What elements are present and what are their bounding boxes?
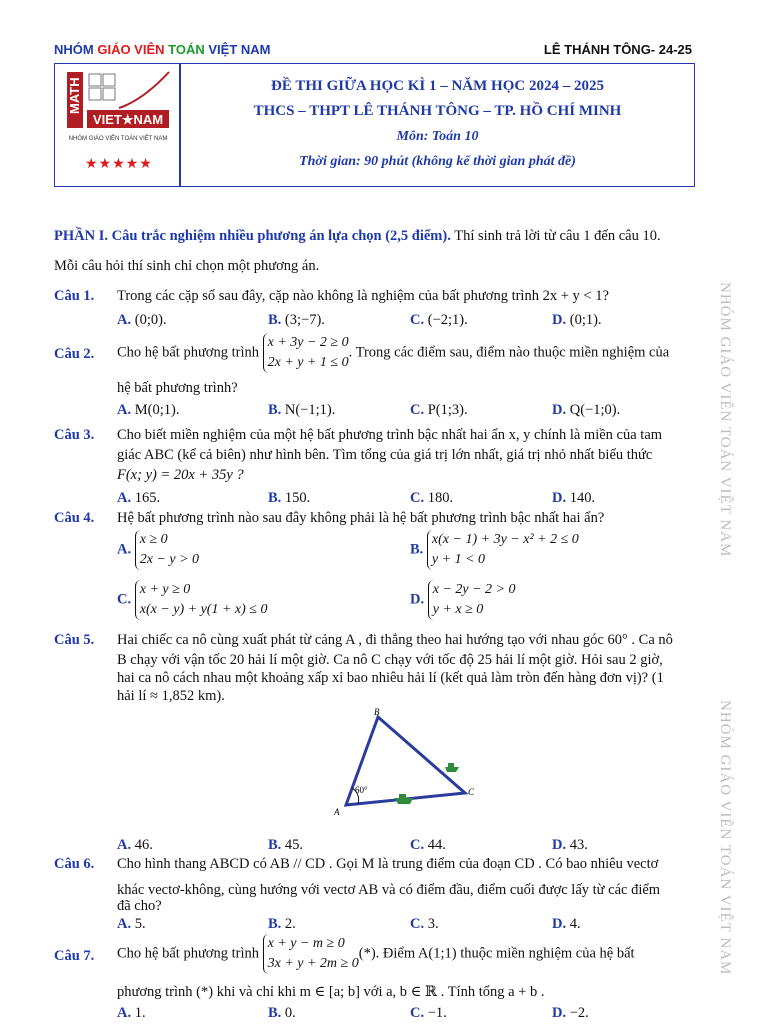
inequality: 2x + y + 1 ≤ 0 (267, 355, 349, 370)
option-letter: B. (268, 1005, 282, 1021)
option-text: (3;−7). (284, 312, 325, 328)
option-letter: B. (268, 837, 282, 853)
inequality-system (428, 580, 516, 620)
option-text: 150. (284, 490, 311, 506)
q6-option-b[interactable] (268, 914, 296, 934)
header-text: VIỆT NAM (208, 42, 271, 57)
q3-option-b[interactable] (268, 488, 310, 508)
question-3-line2: giác ABC (kể cả biên) như hình bên. Tìm tổng của giá trị lớn nhất, giá trị nhỏ nhất biểu thức (117, 447, 653, 463)
triangle-figure (320, 705, 490, 820)
header-text: TOÁN (168, 42, 209, 57)
inequality: y + 1 < 0 (431, 552, 486, 567)
question-label: Câu 5. (54, 632, 95, 648)
question-7 (54, 946, 94, 966)
option-letter: C. (410, 490, 425, 506)
q7-option-b[interactable] (268, 1003, 296, 1023)
inequality: y + x ≥ 0 (432, 602, 484, 617)
rating-stars: ★★★★★ (85, 156, 153, 172)
question-4-text: Hệ bất phương trình nào sau đây không phải là hệ bất phương trình bậc nhất hai ẩn? (117, 510, 605, 526)
question-5-line2: B chạy với vận tốc 20 hải lí một giờ. Ca nô C chạy với tốc độ 25 hải lí một giờ. Hỏi sau 2 giờ, (117, 652, 663, 668)
question-label: Câu 7. (54, 948, 95, 964)
option-text: N(−1;1). (284, 402, 336, 418)
q1-option-b[interactable] (268, 310, 325, 330)
inequality-system (263, 333, 349, 373)
option-letter: B. (268, 312, 282, 328)
question-2-text (117, 333, 669, 373)
question-label: Câu 4. (54, 510, 95, 526)
option-text: M(0;1). (134, 402, 180, 418)
question-label: Câu 1. (54, 288, 95, 304)
inequality: 2x − y > 0 (139, 552, 200, 567)
q2-option-a[interactable] (117, 400, 179, 420)
option-text: 2. (284, 916, 296, 932)
inequality: 3x + y + 2m ≥ 0 (267, 956, 359, 971)
inequality: x + y − m ≥ 0 (267, 936, 345, 951)
inequality-system (263, 934, 359, 974)
q3-option-c[interactable] (410, 488, 453, 508)
inequality: x − 2y − 2 > 0 (432, 582, 516, 597)
boat-icon (445, 763, 459, 772)
header-left (54, 42, 270, 57)
option-text: Q(−1;0). (569, 402, 621, 418)
header-text: GIÁO VIÊN (97, 42, 169, 57)
part1-instructions: Thí sinh trả lời từ câu 1 đến câu 10. (450, 228, 661, 244)
header-text: NHÓM (54, 42, 98, 57)
option-text: 45. (284, 837, 304, 853)
q4-option-c[interactable] (117, 580, 267, 620)
subject: Môn: Toán 10 (396, 129, 479, 144)
q4-option-a[interactable] (117, 530, 199, 570)
duration: Thời gian: 90 phút (không kể thời gian phát đề) (299, 154, 576, 169)
option-text: 140. (569, 490, 596, 506)
question-6 (54, 854, 94, 874)
option-text: 5. (134, 916, 146, 932)
q3-option-a[interactable] (117, 488, 160, 508)
option-text: 43. (569, 837, 588, 853)
option-text: 180. (427, 490, 454, 506)
watermark: NHÓM GIÁO VIÊN TOÁN VIỆT NAM (717, 282, 733, 558)
option-text: −1. (427, 1005, 447, 1021)
question-7-line2: phương trình (*) khi và chỉ khi m ∈ [a; b] với a, b ∈ ℝ . Tính tổng a + b . (117, 984, 545, 1000)
vertex-c-label: C (468, 787, 475, 797)
option-letter: A. (117, 837, 132, 853)
option-text: 44. (427, 837, 446, 853)
inequality: x(x − y) + y(1 + x) ≤ 0 (139, 602, 268, 617)
option-letter: C. (410, 402, 425, 418)
option-text: (−2;1). (427, 312, 468, 328)
title-box (54, 63, 695, 187)
inequality: x + y ≥ 0 (139, 582, 191, 597)
option-letter: B. (268, 916, 282, 932)
option-letter: C. (410, 837, 425, 853)
logo (63, 70, 173, 152)
option-letter: D. (552, 1005, 567, 1021)
question-5-line1: Hai chiếc ca nô cùng xuất phát từ cảng A , đi thẳng theo hai hướng tạo với nhau góc 60° . Ca nô (117, 632, 673, 648)
question-5-line3: hai ca nô cách nhau một khoảng xấp xỉ bao nhiêu hải lí (kết quả làm tròn đến hàng đơn vị)? (1 (117, 670, 664, 686)
option-text: P(1;3). (427, 402, 468, 418)
question-7-text (117, 934, 635, 974)
option-letter: C. (410, 1005, 425, 1021)
header-right: LÊ THÁNH TÔNG- 24-25 (543, 42, 692, 57)
question-6-line1: Cho hình thang ABCD có AB // CD . Gọi M là trung điểm của đoạn CD . Có bao nhiêu vectơ (117, 856, 659, 872)
option-letter: D. (410, 591, 425, 608)
question-label: Câu 6. (54, 856, 95, 872)
question-text: . Trong các điểm sau, điểm nào thuộc miền nghiệm của (348, 344, 670, 361)
option-letter: B. (268, 402, 282, 418)
inequality-system (135, 580, 268, 620)
vertex-a-label: A (334, 807, 340, 817)
q5-option-b[interactable] (268, 835, 303, 855)
option-text: 1. (134, 1005, 146, 1021)
q7-option-d[interactable] (552, 1003, 589, 1023)
question-2 (54, 344, 94, 364)
option-letter: D. (552, 402, 567, 418)
inequality: x(x − 1) + 3y − x² + 2 ≤ 0 (431, 532, 579, 547)
q5-option-c[interactable] (410, 835, 446, 855)
option-letter: B. (268, 490, 282, 506)
q2-option-b[interactable] (268, 400, 335, 420)
option-text: 0. (284, 1005, 296, 1021)
question-4 (54, 508, 94, 528)
question-5 (54, 630, 94, 650)
question-text: Cho hệ bất phương trình (117, 945, 259, 962)
q5-option-d[interactable] (552, 835, 588, 855)
inequality: x ≥ 0 (139, 532, 168, 547)
question-6-line2: khác vectơ-không, cùng hướng với vectơ AB và có điểm đầu, điểm cuối được lấy từ các điểm (117, 882, 661, 898)
q1-option-c[interactable] (410, 310, 468, 330)
option-text: (0;1). (569, 312, 602, 328)
q1-option-a[interactable] (117, 310, 167, 330)
option-letter: A. (117, 402, 132, 418)
option-letter: A. (117, 541, 132, 558)
part1-title: PHẦN I. Câu trắc nghiệm nhiều phương án lựa chọn (2,5 điểm). (54, 228, 451, 244)
q6-option-c[interactable] (410, 914, 439, 934)
logo-text: VIET★NAM (92, 112, 164, 127)
q5-option-a[interactable] (117, 835, 153, 855)
logo-word: MATH (67, 77, 82, 114)
option-text: (0;0). (134, 312, 167, 328)
part1-note: Mỗi câu hỏi thí sinh chỉ chọn một phương án. (54, 258, 320, 274)
q1-option-d[interactable] (552, 310, 602, 330)
boat-icon (395, 794, 413, 804)
option-text: 3. (427, 916, 439, 932)
question-label: Câu 3. (54, 427, 95, 443)
question-3-line1: Cho biết miền nghiệm của một hệ bất phương trình bậc nhất hai ẩn x, y chính là miền của tam (117, 427, 663, 443)
question-label: Câu 2. (54, 346, 95, 362)
question-6-line3: đã cho? (117, 898, 162, 914)
option-letter: D. (552, 490, 567, 506)
q4-option-b[interactable] (410, 530, 579, 570)
title-lines (181, 74, 694, 174)
question-text: Cho hệ bất phương trình (117, 344, 259, 361)
option-letter: C. (117, 591, 132, 608)
vertex-b-label: B (374, 707, 380, 717)
inequality: x + 3y − 2 ≥ 0 (267, 335, 349, 350)
option-letter: A. (117, 1005, 132, 1021)
option-text: 46. (134, 837, 153, 853)
q2-option-d[interactable] (552, 400, 620, 420)
question-text: (*). Điểm A(1;1) thuộc miền nghiệm của hệ bất (358, 945, 635, 962)
school-name: THCS – THPT LÊ THÁNH TÔNG – TP. HỒ CHÍ MINH (253, 103, 622, 119)
option-letter: D. (552, 837, 567, 853)
option-letter: D. (552, 312, 567, 328)
watermark: NHÓM GIÁO VIÊN TOÁN VIỆT NAM (717, 700, 733, 976)
option-text: 4. (569, 916, 581, 932)
option-text: 165. (134, 490, 161, 506)
q2-option-c[interactable] (410, 400, 468, 420)
option-letter: A. (117, 312, 132, 328)
question-2-line2: hệ bất phương trình? (117, 380, 238, 396)
option-text: −2. (569, 1005, 589, 1021)
q6-option-d[interactable] (552, 914, 581, 934)
question-1-text: Trong các cặp số sau đây, cặp nào không là nghiệm của bất phương trình 2x + y < 1? (117, 288, 609, 304)
question-3 (54, 425, 94, 445)
inequality-system (135, 530, 199, 570)
option-letter: B. (410, 541, 424, 558)
q7-option-c[interactable] (410, 1003, 447, 1023)
option-letter: A. (117, 916, 132, 932)
q7-option-a[interactable] (117, 1003, 146, 1023)
part1-heading (54, 226, 661, 246)
q4-option-d[interactable] (410, 580, 516, 620)
option-letter: C. (410, 312, 425, 328)
question-5-line4: hải lí ≈ 1,852 km). (117, 688, 225, 704)
option-letter: A. (117, 490, 132, 506)
inequality-system (427, 530, 579, 570)
option-letter: D. (552, 916, 567, 932)
logo-caption: NHÓM GIÁO VIÊN TOÁN VIỆT NAM (68, 136, 168, 142)
question-1 (54, 286, 94, 306)
option-letter: C. (410, 916, 425, 932)
exam-title: ĐỀ THI GIỮA HỌC KÌ 1 – NĂM HỌC 2024 – 2025 (271, 78, 604, 94)
question-3-line3: F(x; y) = 20x + 35y ? (117, 467, 244, 483)
q3-option-d[interactable] (552, 488, 595, 508)
q6-option-a[interactable] (117, 914, 146, 934)
angle-label: 60° (355, 785, 368, 795)
